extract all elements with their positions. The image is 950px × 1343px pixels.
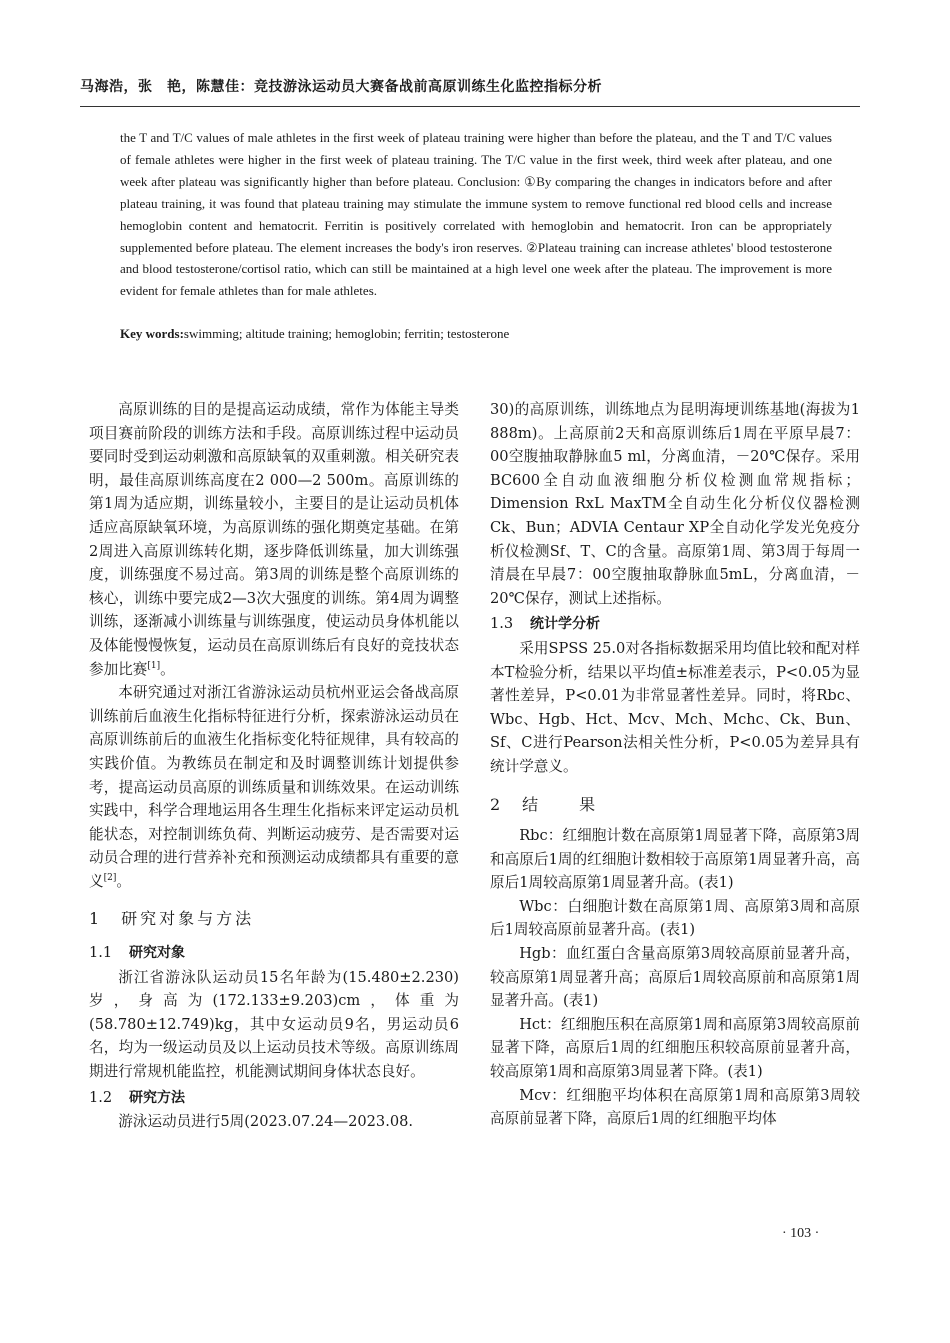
keywords-list: swimming; altitude training; hemoglobin; ferritin; testosterone xyxy=(183,326,510,341)
result-rbc: Rbc：红细胞计数在高原第1周显著下降，高原第3周和高原后1周的红细胞计数相较于高原第1周显著升高，高原后1周较高原第1周显著升高。(表1) xyxy=(490,827,860,892)
header-divider xyxy=(80,106,860,107)
result-wbc: Wbc：白细胞计数在高原第1周、高原第3周和高原后1周较高原前显著升高。(表1) xyxy=(490,897,860,939)
abstract-text: the T and T/C values of male athletes in the first week of plateau training were higher than before the plateau, and the T and T/C values of female athletes were higher in the first week of plateau training. The T/C value in the first week, third week after plateau, and one week after plateau was significantly higher than before plateau. Conclusion: ①By comparing the changes in indicators before and after plateau training, it was found that plateau training may stimulate the immune system to remove functional red blood cells and increase hemoglobin content and hematocrit. Ferritin is positively correlated with hemoglobin and hematocrit. Iron can be appropriately supplemented before plateau. The element increases the body's iron reserves. ②Plateau training can increase athletes' blood testosterone and blood testosterone/cortisol ratio, which can still be maintained at a high level one week after the plateau. The improvement is more evident for female athletes than for male athletes. xyxy=(120,130,832,299)
right-column xyxy=(490,398,860,1131)
subsection-1-1-heading: 1.1 研究对象 xyxy=(89,944,185,962)
result-mcv: Mcv：红细胞平均体积在高原第1周和高原第3周较高原前显著下降，高原后1周的红细胞平均体 xyxy=(490,1086,860,1128)
methods-paragraph-start: 游泳运动员进行5周(2023.07.24—2023.08. xyxy=(118,1113,414,1131)
section-2-heading: 2 结 果 xyxy=(490,794,599,814)
methods-paragraph-continued: 30)的高原训练，训练地点为昆明海埂训练基地(海拔为1 888m)。上高原前2天和高原训练后1周在平原早晨7：00空腹抽取静脉血5 ml，分离血清，－20℃保存。采用BC600全自动血液细胞分析仪检测血常规指标；Dimension RxL MaxTM全自动生化分析仪仪器检测Ck、Bun；ADVIA Centaur XP全自动化学发光免疫分析仪检测Sf、T、C的含量。高原第1周、第3周于每周一清晨在早晨7：00空腹抽取静脉血5mL，分离血清，－20℃保存，测试上述指标。 xyxy=(490,401,860,607)
section-1-heading: 1 研究对象与方法 xyxy=(89,909,255,929)
intro-paragraph-2: 本研究通过对浙江省游泳运动员杭州亚运会备战高原训练前后血液生化指标特征进行分析，探索游泳运动员在高原训练前后的血液生化指标变化特征规律，具有较高的实践价值。为教练员在制定和及时调整训练计划提供参考，提高运动员高原的训练质量和训练效果。在运动训练实践中，科学合理地运用各生理生化指标来评定运动员机能状态，对控制训练负荷、判断运动疲劳、是否需要对运动员合理的进行营养补充和预测运动成绩都具有重要的意义[2]。 xyxy=(89,684,459,890)
citation-2: [2] xyxy=(103,873,117,884)
statistics-paragraph: 采用SPSS 25.0对各指标数据采用均值比较和配对样本T检验分析，结果以平均值±标准差表示，P<0.05为显著性差异，P<0.01为非常显著性差异。同时，将Rbc、Wbc、Hgb、Hct、Mcv、Mch、Mchc、Ck、Bun、Sf、C进行Pearson法相关性分析，P<0.05为差异具有统计学意义。 xyxy=(490,639,860,775)
keywords-label: Key words: xyxy=(120,326,184,341)
subsection-1-3-heading: 1.3 统计学分析 xyxy=(490,615,600,633)
citation-1: [1] xyxy=(147,660,161,671)
result-hgb: Hgb：血红蛋白含量高原第3周较高原前显著升高，较高原第1周显著升高；高原后1周较高原前和高原第1周显著升高。(表1) xyxy=(490,945,860,1010)
intro-paragraph-1: 高原训练的目的是提高运动成绩，常作为体能主导类项目赛前阶段的训练方法和手段。高原训练过程中运动员要同时受到运动刺激和高原缺氧的双重刺激。相关研究表明，最佳高原训练高度在2 000—2 500m。高原训练的第1周为适应期，训练量较小，主要目的是让运动员机体适应高原缺氧环境，为高原训练的强化期奠定基础。在第2周进入高原训练转化期，逐步降低训练量，加大训练强度，训练强度不易过高。第3周的训练是整个高原训练的核心，训练中要完成2—3次大强度的训练。第4周为调整训练，逐渐减小训练量与训练强度，使运动员身体机能以及体能慢慢恢复，运动员在高原训练后有良好的竞技状态参加比赛[1]。 xyxy=(89,401,459,678)
left-column xyxy=(89,398,459,1134)
subjects-paragraph: 浙江省游泳队运动员15名年龄为(15.480±2.230)岁，身高为(172.133±9.203)cm，体重为(58.780±12.749)kg，其中女运动员9名，男运动员6名，均为一级运动员及以上运动员技术等级。高原训练周期进行常规机能监控，机能测试期间身体状态良好。 xyxy=(89,968,459,1081)
result-hct: Hct：红细胞压积在高原第1周和高原第3周较高原前显著下降，高原后1周的红细胞压积较高原前显著升高，较高原第1周和高原第3周显著下降。(表1) xyxy=(490,1015,860,1081)
subsection-1-2-heading: 1.2 研究方法 xyxy=(89,1088,185,1106)
keywords-line xyxy=(120,324,832,344)
english-abstract xyxy=(120,127,832,302)
running-header: 马海浩，张 艳，陈慧佳：竞技游泳运动员大赛备战前高原训练生化监控指标分析 xyxy=(80,79,602,95)
page-number: · 103 · xyxy=(782,1226,820,1241)
